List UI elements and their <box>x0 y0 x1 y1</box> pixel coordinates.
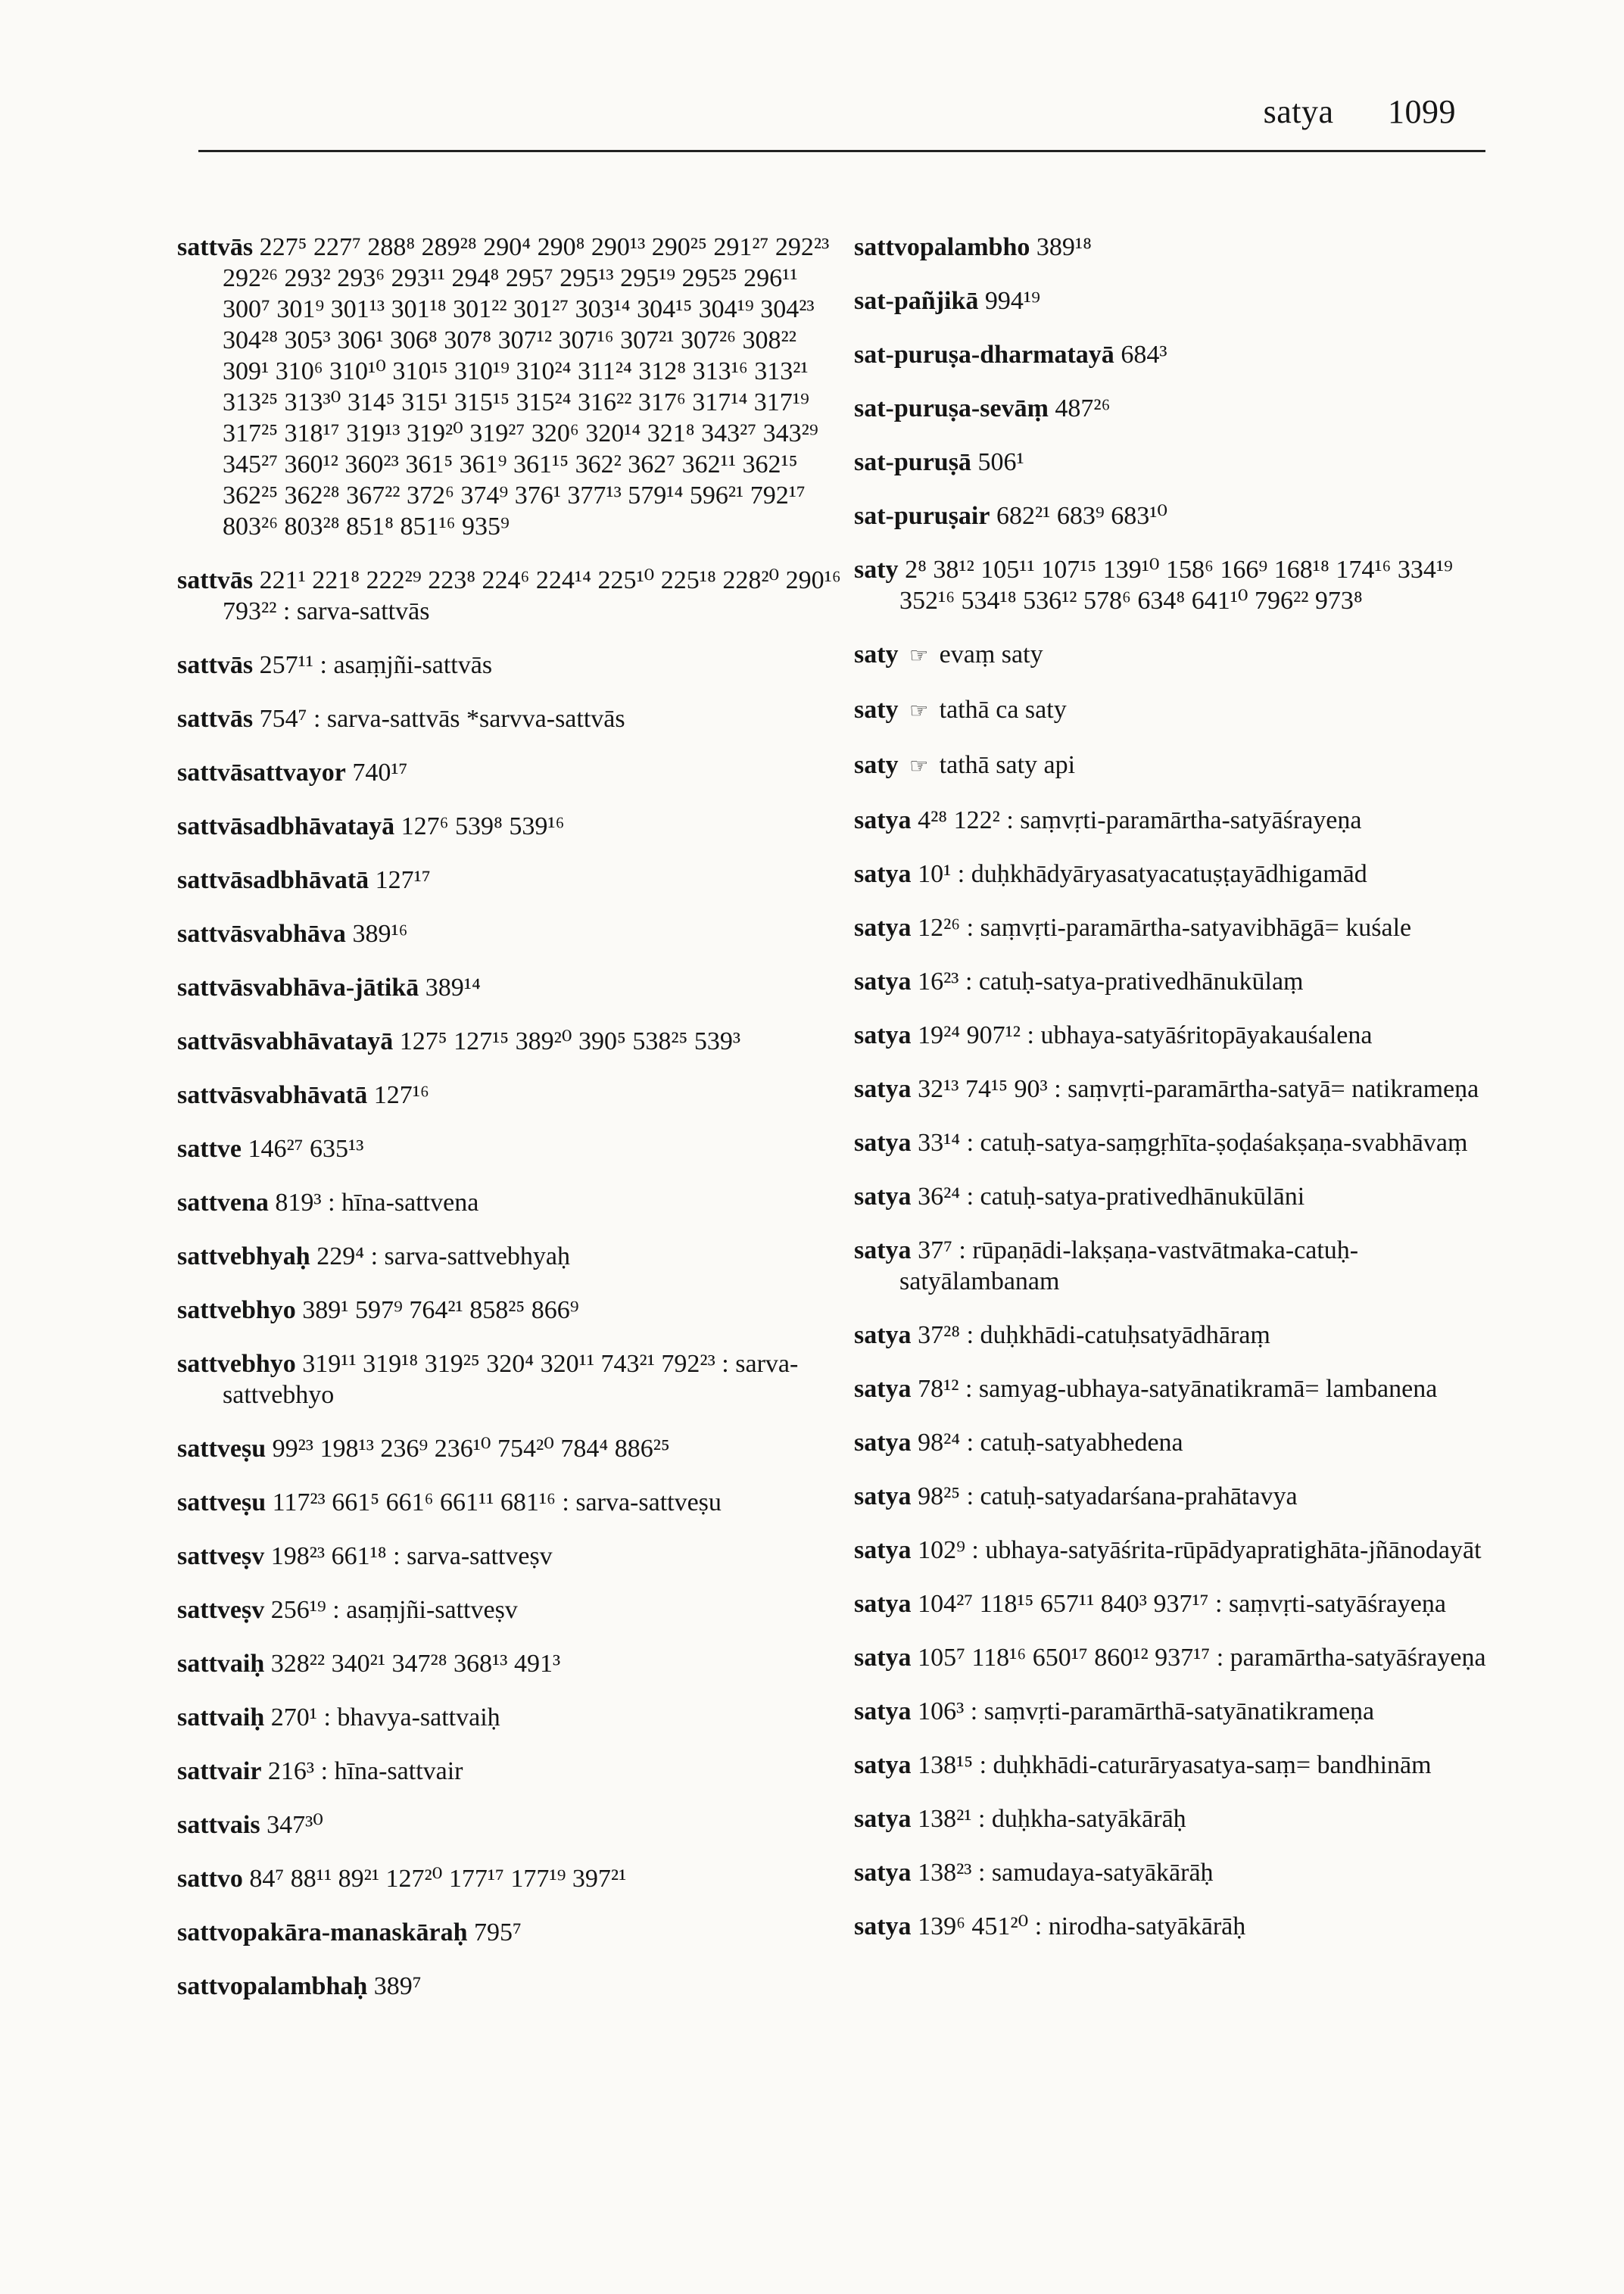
entry-references: 389⁷ <box>373 1972 422 2000</box>
entry-headword: sattvās <box>177 233 254 261</box>
entry-note: : saṃvṛti-paramārtha-satyā= natikrameṇa <box>1054 1075 1479 1103</box>
index-entry <box>177 1433 843 1464</box>
entry-references: 795⁷ <box>473 1918 522 1946</box>
see-also-icon: ☞ <box>909 644 929 668</box>
entry-note: : sarva-sattvebhyaḥ <box>370 1242 570 1270</box>
entry-headword: sat-puruṣā <box>854 448 971 476</box>
index-entry <box>177 1648 843 1679</box>
entry-headword: sattvebhyo <box>177 1296 296 1324</box>
entry-references: 127¹⁷ <box>375 866 431 894</box>
entry-headword: sattvena <box>177 1189 269 1217</box>
index-entry <box>854 500 1505 531</box>
entry-references: 487²⁶ <box>1055 394 1111 422</box>
index-entry <box>177 1487 843 1518</box>
entry-note: : saṃvṛti-satyāśrayeṇa <box>1215 1590 1446 1618</box>
entry-references: 106³ <box>918 1697 965 1725</box>
entry-references: 32¹³ 74¹⁵ 90³ <box>918 1075 1048 1103</box>
entry-note: : saṃvṛti-paramārtha-satyavibhāgā= kuśale <box>966 914 1412 942</box>
entry-references: 221¹ 221⁸ 222²⁹ 223⁸ 224⁶ 224¹⁴ 225¹⁰ 225¹⁸ 228²⁰ 290¹⁶ 793²² <box>223 566 841 625</box>
entry-note: : rūpaṇādi-lakṣaṇa-vastvātmaka-catuḥ-satyālambanam <box>899 1236 1359 1295</box>
index-entry <box>854 966 1505 997</box>
index-entry <box>854 1803 1505 1834</box>
index-entry <box>177 232 843 542</box>
entry-headword: sattvāsvabhāva <box>177 920 346 948</box>
entry-headword: sattvāsadbhāvatā <box>177 866 369 894</box>
entry-references: 328²² 340²¹ 347²⁸ 368¹³ 491³ <box>270 1650 561 1678</box>
entry-headword: saty <box>854 751 899 779</box>
entry-references: 146²⁷ 635¹³ <box>248 1135 364 1163</box>
entry-references: 740¹⁷ <box>352 759 408 787</box>
entry-references: 104²⁷ 118¹⁵ 657¹¹ 840³ 937¹⁷ <box>918 1590 1209 1618</box>
entry-headword: sattvās <box>177 566 254 594</box>
entry-references: 319¹¹ 319¹⁸ 319²⁵ 320⁴ 320¹¹ 743²¹ 792²³ <box>302 1350 715 1378</box>
entry-references: 819³ <box>275 1189 322 1217</box>
entry-note: : samyag-ubhaya-satyānatikramā= lambanena <box>965 1375 1438 1403</box>
index-entry <box>854 1642 1505 1673</box>
index-entry <box>177 1133 843 1164</box>
entry-references: 37⁷ <box>918 1236 952 1264</box>
index-entry <box>177 757 843 788</box>
entry-note: : hīna-sattvair <box>320 1757 463 1785</box>
index-entry <box>177 972 843 1003</box>
index-entry <box>854 339 1505 370</box>
entry-headword: sattveṣv <box>177 1542 265 1570</box>
entry-references: 682²¹ 683⁹ 683¹⁰ <box>996 502 1168 530</box>
entry-references: 37²⁸ <box>918 1321 961 1349</box>
index-entry <box>854 859 1505 890</box>
index-entry <box>177 811 843 842</box>
index-entry <box>177 565 843 627</box>
entry-references: 506¹ <box>977 448 1024 476</box>
entry-references: 994¹⁹ <box>984 287 1040 315</box>
entry-headword: sattvāsattvayor <box>177 759 346 787</box>
entry-references: 102⁹ <box>918 1536 965 1564</box>
entry-references: 684³ <box>1121 341 1167 369</box>
entry-references: 216³ <box>267 1757 315 1785</box>
entry-references: 127¹⁶ <box>373 1081 429 1109</box>
entry-note: : sarva-sattvebhyo <box>223 1350 799 1409</box>
entry-headword: satya <box>854 1590 912 1618</box>
entry-references: 99²³ 198¹³ 236⁹ 236¹⁰ 754²⁰ 784⁴ 886²⁵ <box>272 1435 670 1463</box>
entry-note: : asaṃjñi-sattvās <box>320 651 493 679</box>
entry-references: 127⁶ 539⁸ 539¹⁶ <box>401 812 565 840</box>
index-entry <box>854 1911 1505 1942</box>
entry-references: 227⁵ 227⁷ 288⁸ 289²⁸ 290⁴ 290⁸ 290¹³ 290²⁵ 291²⁷ 292²³ 292²⁶ 293² 293⁶ 293¹¹ 294⁸ 295⁷ 295¹³ 295¹⁹ 295²⁵ 296¹¹ 300⁷ 301⁹ 301¹³ 301¹⁸ 301²² 301²⁷ 303¹⁴ 304¹⁵ 304¹⁹ 304²³ 304²⁸ 305³ 306¹ 306⁸ 307⁸ 307¹² 307¹⁶ 307²¹ 307²⁶ 308²² 309¹ 310⁶ 310¹⁰ 310¹⁵ 310¹⁹ 310²⁴ 311²⁴ 312⁸ 313¹⁶ 313²¹ 313²⁵ 313³⁰ 314⁵ 315¹ 315¹⁵ 315²⁴ 316²² 317⁶ 317¹⁴ 317¹⁹ 317²⁵ 318¹⁷ 319¹³ 319²⁰ 319²⁷ 320⁶ 320¹⁴ 321⁸ 343²⁷ 343²⁹ 345²⁷ 360¹² 360²³ 361⁵ 361⁹ 361¹⁵ 362² 362⁷ 362¹¹ 362¹⁵ 362²⁵ 362²⁸ 367²² 372⁶ 374⁹ 376¹ 377¹³ 579¹⁴ 596²¹ 792¹⁷ 803²⁶ 803²⁸ 851⁸ 851¹⁶ 935⁹ <box>223 233 830 541</box>
index-entry <box>854 285 1505 316</box>
entry-note: : nirodha-satyākārāḥ <box>1034 1912 1246 1940</box>
entry-note: : saṃvṛti-paramārtha-satyāśrayeṇa <box>1006 806 1362 834</box>
index-entry <box>854 1588 1505 1619</box>
entry-references: 139⁶ 451²⁰ <box>918 1912 1029 1940</box>
running-header <box>1264 92 1456 131</box>
entry-references: 19²⁴ 907¹² <box>918 1021 1021 1049</box>
entry-references: 16²³ <box>918 968 959 996</box>
index-entry <box>177 1187 843 1218</box>
entry-headword: sattvās <box>177 705 254 733</box>
entry-headword: satya <box>854 1429 912 1457</box>
index-entry <box>854 1127 1505 1158</box>
index-entry <box>854 232 1505 263</box>
index-entry <box>854 1696 1505 1727</box>
entry-references: 12²⁶ <box>918 914 961 942</box>
entry-note: : sarva-sattveṣu <box>562 1488 722 1516</box>
index-entry <box>177 1541 843 1572</box>
index-entry <box>177 1080 843 1111</box>
entry-references: 256¹⁹ <box>270 1596 326 1624</box>
see-also-icon: ☞ <box>909 755 929 778</box>
entry-headword: sattve <box>177 1135 242 1163</box>
entry-headword: satya <box>854 1644 912 1672</box>
page-number: 1099 <box>1388 93 1456 130</box>
entry-references: 127⁵ 127¹⁵ 389²⁰ 390⁵ 538²⁵ 539³ <box>399 1027 741 1055</box>
entry-headword: sattvais <box>177 1811 260 1839</box>
entry-references: 257¹¹ <box>259 651 313 679</box>
entry-headword: sattvāsadbhāvatayā <box>177 812 395 840</box>
entry-references: 389¹⁸ <box>1036 233 1092 261</box>
entry-note: : ubhaya-satyāśrita-rūpādyapratighāta-jñānodayāt <box>971 1536 1482 1564</box>
entry-references: 2⁸ 38¹² 105¹¹ 107¹⁵ 139¹⁰ 158⁶ 166⁹ 168¹⁸ 174¹⁶ 334¹⁹ 352¹⁶ 534¹⁸ 536¹² 578⁶ 634⁸ 641¹⁰ 796²² 973⁸ <box>899 556 1453 615</box>
entry-note: : duḥkhādyāryasatyacatuṣṭayādhigamād <box>957 860 1367 888</box>
entry-headword: satya <box>854 1183 912 1211</box>
index-entry <box>177 1295 843 1326</box>
entry-note: : catuḥ-satya-prativedhānukūlāni <box>966 1183 1305 1211</box>
entry-references: 117²³ 661⁵ 661⁶ 661¹¹ 681¹⁶ <box>272 1488 556 1516</box>
entry-note: : catuḥ-satya-saṃgṛhīta-ṣoḍaśakṣaṇa-svabhāvaṃ <box>966 1129 1468 1157</box>
index-entry <box>177 1863 843 1894</box>
entry-note: : catuḥ-satya-prativedhānukūlaṃ <box>965 968 1304 996</box>
entry-references: 33¹⁴ <box>918 1129 961 1157</box>
entry-headword: sattvāsvabhāva-jātikā <box>177 974 419 1002</box>
entry-headword: saty <box>854 556 899 584</box>
index-column-left <box>177 232 843 2024</box>
entry-note: : asaṃjñi-sattveṣv <box>332 1596 518 1624</box>
entry-note: : bhavya-sattvaiḥ <box>323 1703 500 1731</box>
entry-headword: sattvaiḥ <box>177 1650 265 1678</box>
entry-headword: sat-puruṣa-sevāṃ <box>854 394 1049 422</box>
entry-headword: satya <box>854 968 912 996</box>
index-entry <box>854 1020 1505 1051</box>
entry-headword: sattvebhyaḥ <box>177 1242 310 1270</box>
index-entry <box>854 1181 1505 1212</box>
entry-note: evaṃ saty <box>939 641 1043 669</box>
index-entry <box>854 393 1505 424</box>
entry-headword: satya <box>854 860 912 888</box>
entry-references: 10¹ <box>918 860 952 888</box>
entry-headword: satya <box>854 806 912 834</box>
index-entry <box>177 1026 843 1057</box>
entry-references: 36²⁴ <box>918 1183 961 1211</box>
index-entry <box>854 1481 1505 1512</box>
index-entry <box>854 1857 1505 1888</box>
entry-references: 389¹⁴ <box>425 974 481 1002</box>
index-entry <box>854 1535 1505 1566</box>
entry-headword: sattvopakāra-manaskāraḥ <box>177 1918 468 1946</box>
entry-headword: satya <box>854 1321 912 1349</box>
entry-headword: satya <box>854 1751 912 1779</box>
entry-headword: satya <box>854 1536 912 1564</box>
entry-headword: sat-pañjikā <box>854 287 979 315</box>
index-entry <box>854 1074 1505 1105</box>
entry-headword: sattvaiḥ <box>177 1703 265 1731</box>
entry-references: 98²⁴ <box>918 1429 961 1457</box>
header-rule <box>198 150 1485 152</box>
entry-headword: satya <box>854 1375 912 1403</box>
entry-headword: sattvo <box>177 1865 243 1893</box>
entry-note: : duḥkhādi-catuḥsatyādhāraṃ <box>966 1321 1270 1349</box>
see-also-icon: ☞ <box>909 700 929 723</box>
index-entry <box>854 554 1505 616</box>
entry-headword: sattvebhyo <box>177 1350 296 1378</box>
entry-references: 270¹ <box>270 1703 317 1731</box>
entry-note: : catuḥ-satyadarśana-prahātavya <box>966 1482 1298 1510</box>
entry-headword: satya <box>854 1021 912 1049</box>
entry-headword: satya <box>854 1912 912 1940</box>
entry-references: 347³⁰ <box>267 1811 323 1839</box>
index-entry <box>177 1971 843 2002</box>
entry-headword: saty <box>854 696 899 724</box>
entry-headword: sattveṣv <box>177 1596 265 1624</box>
index-entry <box>177 650 843 681</box>
entry-references: 138²³ <box>918 1859 972 1887</box>
entry-note: : sarva-sattvās *sarvva-sattvās <box>313 705 625 733</box>
entry-headword: sattvāsvabhāvatayā <box>177 1027 394 1055</box>
entry-references: 229⁴ <box>316 1242 365 1270</box>
entry-headword: sat-puruṣair <box>854 502 990 530</box>
entry-note: : sarva-sattveṣv <box>393 1542 553 1570</box>
entry-references: 138²¹ <box>918 1805 972 1833</box>
entry-references: 389¹ 597⁹ 764²¹ 858²⁵ 866⁹ <box>302 1296 579 1324</box>
entry-headword: sattvāsvabhāvatā <box>177 1081 368 1109</box>
entry-headword: sattvopalambhaḥ <box>177 1972 368 2000</box>
index-entry <box>854 639 1505 672</box>
index-entry <box>177 1594 843 1625</box>
index-entry <box>854 694 1505 727</box>
entry-note: : duḥkhādi-caturāryasatya-saṃ= bandhinām <box>979 1751 1432 1779</box>
entry-references: 754⁷ <box>259 705 307 733</box>
entry-note: : samudaya-satyākārāḥ <box>977 1859 1214 1887</box>
entry-note: : duḥkha-satyākārāḥ <box>977 1805 1186 1833</box>
entry-note: tathā ca saty <box>939 696 1067 724</box>
entry-headword: satya <box>854 1697 912 1725</box>
index-entry <box>854 1427 1505 1458</box>
entry-headword: sattveṣu <box>177 1488 267 1516</box>
index-entry <box>854 1320 1505 1351</box>
entry-headword: satya <box>854 1482 912 1510</box>
entry-headword: satya <box>854 1129 912 1157</box>
entry-headword: sattveṣu <box>177 1435 267 1463</box>
entry-headword: sat-puruṣa-dharmatayā <box>854 341 1114 369</box>
index-column-right <box>854 232 1505 1965</box>
running-headword: satya <box>1263 93 1334 130</box>
entry-note: : catuḥ-satyabhedena <box>966 1429 1183 1457</box>
index-entry <box>177 1917 843 1948</box>
index-entry <box>177 918 843 949</box>
index-entry <box>854 750 1505 782</box>
entry-headword: satya <box>854 914 912 942</box>
entry-headword: sattvopalambho <box>854 233 1030 261</box>
entry-headword: saty <box>854 641 899 669</box>
index-entry <box>854 805 1505 836</box>
entry-note: : ubhaya-satyāśritopāyakauśalena <box>1027 1021 1373 1049</box>
entry-references: 4²⁸ 122² <box>918 806 1000 834</box>
index-entry <box>854 1750 1505 1781</box>
entry-headword: satya <box>854 1075 912 1103</box>
entry-references: 198²³ 661¹⁸ <box>270 1542 387 1570</box>
index-entry <box>854 1235 1505 1297</box>
entry-note: : paramārtha-satyāśrayeṇa <box>1216 1644 1486 1672</box>
entry-references: 389¹⁶ <box>352 920 408 948</box>
index-entry <box>854 912 1505 943</box>
entry-headword: satya <box>854 1859 912 1887</box>
entry-references: 138¹⁵ <box>918 1751 974 1779</box>
entry-references: 98²⁵ <box>918 1482 961 1510</box>
entry-note: : saṃvṛti-paramārthā-satyānatikrameṇa <box>970 1697 1375 1725</box>
entry-references: 78¹² <box>918 1375 959 1403</box>
entry-headword: satya <box>854 1236 912 1264</box>
index-entry <box>177 703 843 734</box>
entry-references: 84⁷ 88¹¹ 89²¹ 127²⁰ 177¹⁷ 177¹⁹ 397²¹ <box>249 1865 627 1893</box>
entry-note: tathā saty api <box>939 751 1076 779</box>
index-entry <box>854 447 1505 478</box>
entry-headword: satya <box>854 1805 912 1833</box>
entry-note: : hīna-sattvena <box>328 1189 479 1217</box>
index-entry <box>177 1756 843 1787</box>
index-entry <box>177 1809 843 1840</box>
index-entry <box>854 1373 1505 1404</box>
entry-headword: sattvās <box>177 651 254 679</box>
index-entry <box>177 1348 843 1410</box>
index-entry <box>177 1702 843 1733</box>
index-entry <box>177 865 843 896</box>
index-entry <box>177 1241 843 1272</box>
entry-references: 105⁷ 118¹⁶ 650¹⁷ 860¹² 937¹⁷ <box>918 1644 1211 1672</box>
entry-note: : sarva-sattvās <box>282 597 430 625</box>
entry-headword: sattvair <box>177 1757 262 1785</box>
